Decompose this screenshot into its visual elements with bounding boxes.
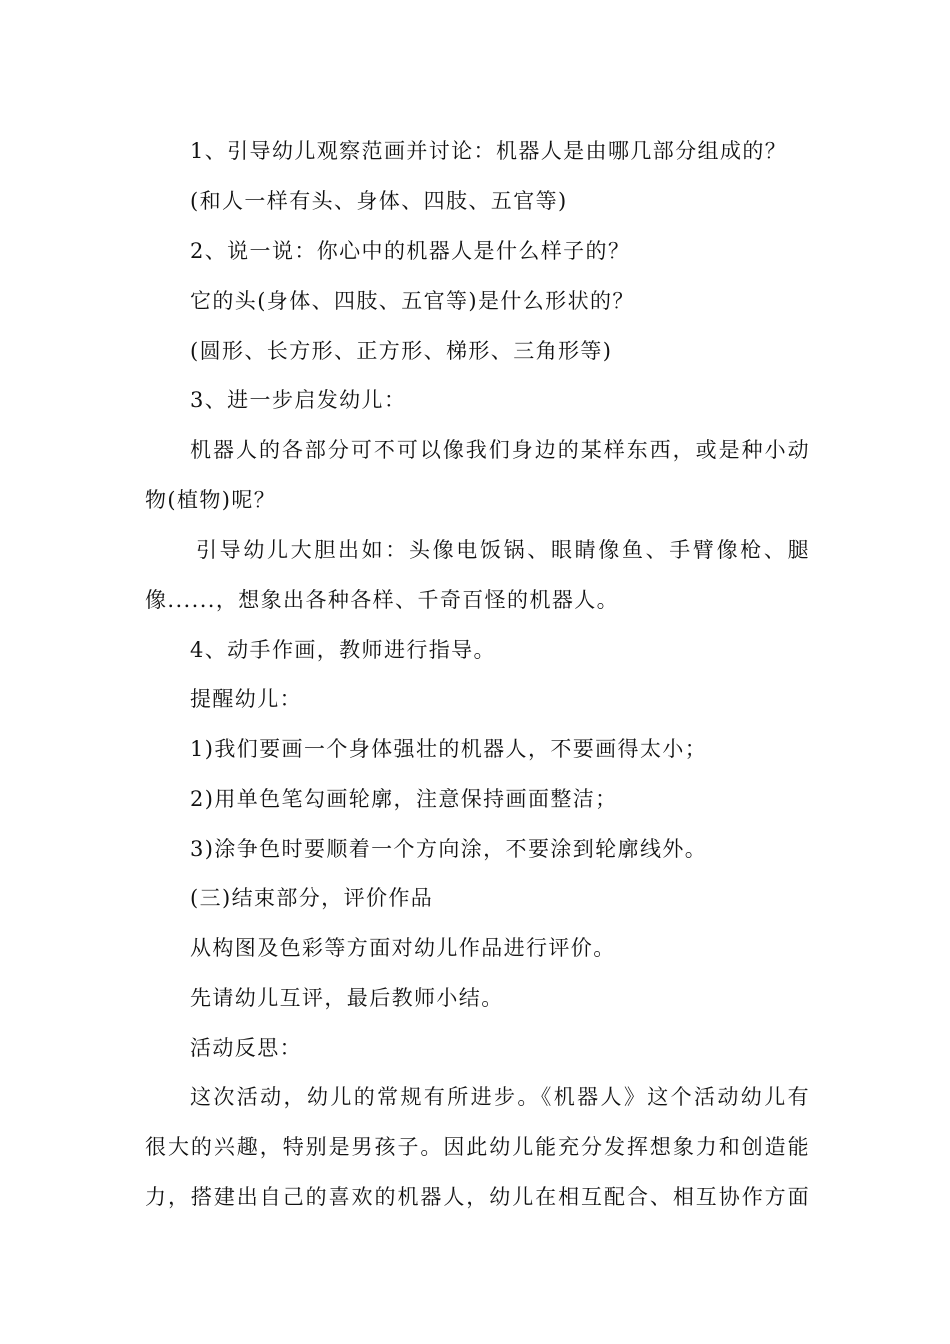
reflection-line: 力，搭建出自己的喜欢的机器人，幼儿在相互配合、相互协作方面 — [145, 1185, 810, 1209]
step-1-line: 1、引导幼儿观察范画并讨论：机器人是由哪几部分组成的？ — [190, 139, 788, 163]
reminder-item: 2)用单色笔勾画轮廓，注意保持画面整洁； — [190, 787, 618, 811]
step-2-question-line: 它的头(身体、四肢、五官等)是什么形状的？ — [190, 289, 635, 313]
paragraph-line: 引导幼儿大胆出如：头像电饭锅、眼睛像鱼、手臂像枪、腿 — [196, 538, 810, 562]
step-4-line: 4、动手作画，教师进行指导。 — [190, 638, 496, 662]
paragraph-line: 像......，想象出各种各样、千奇百怪的机器人。 — [145, 588, 620, 612]
reminder-item: 1)我们要画一个身体强壮的机器人，不要画得太小； — [190, 737, 708, 761]
reflection-heading: 活动反思： — [190, 1036, 302, 1060]
paragraph-line: 从构图及色彩等方面对幼儿作品进行评价。 — [190, 936, 616, 960]
step-3-line: 3、进一步启发幼儿： — [190, 388, 407, 412]
step-1-answer-line: (和人一样有头、身体、四肢、五官等) — [190, 189, 568, 213]
paragraph-line: 机器人的各部分可不可以像我们身边的某样东西，或是种小动 — [190, 438, 810, 462]
reminder-item: 3)涂争色时要顺着一个方向涂，不要涂到轮廓线外。 — [190, 837, 708, 861]
paragraph-line: 先请幼儿互评，最后教师小结。 — [190, 986, 504, 1010]
section-heading: (三)结束部分，评价作品 — [190, 886, 434, 910]
step-2-answer-line: (圆形、长方形、正方形、梯形、三角形等) — [190, 339, 613, 363]
reflection-line: 很大的兴趣，特别是男孩子。因此幼儿能充分发挥想象力和创造能 — [145, 1135, 810, 1159]
reminder-heading: 提醒幼儿： — [190, 687, 302, 711]
step-2-line: 2、说一说：你心中的机器人是什么样子的？ — [190, 239, 631, 263]
paragraph-line: 物(植物)呢？ — [145, 488, 277, 512]
reflection-line: 这次活动，幼儿的常规有所进步。《机器人》这个活动幼儿有 — [190, 1085, 810, 1109]
